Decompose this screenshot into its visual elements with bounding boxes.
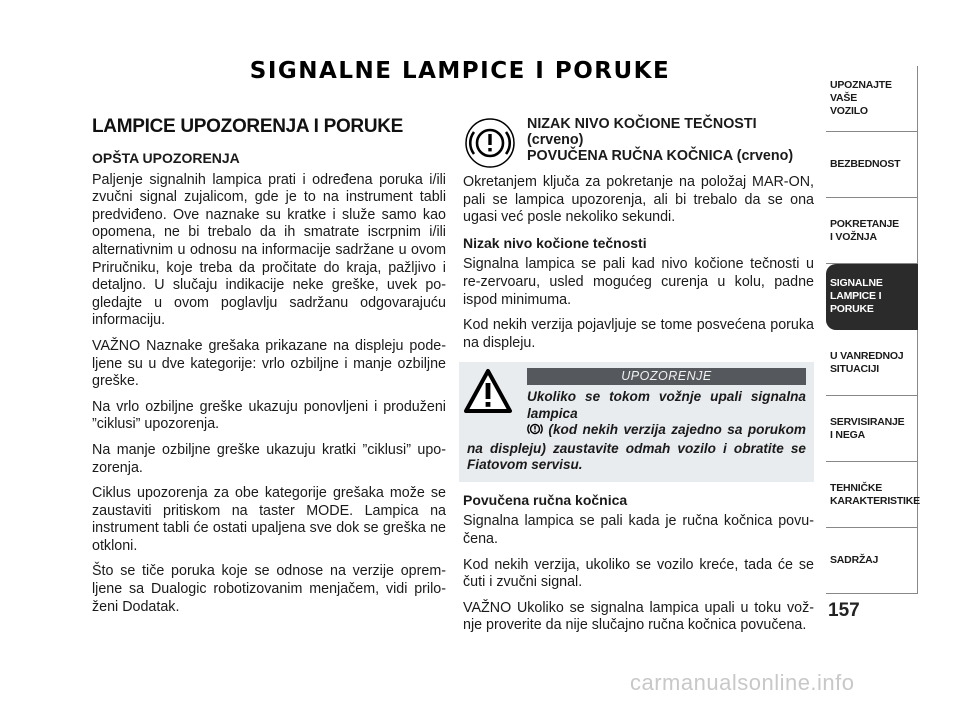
paragraph: Signalna lampica se pali kada je ručna kočnica povu-čena. (463, 513, 814, 548)
tab-label: SERVISIRANJE I NEGA (830, 415, 905, 441)
tab-warning-lights[interactable] (826, 264, 918, 330)
paragraph: VAŽNO Ukoliko se signalna lampica upali u toku vož-nje proverite da nije slučajno ručna kočnica povučena. (463, 599, 814, 634)
tab-starting-driving[interactable] (826, 198, 918, 264)
tab-contents[interactable] (826, 528, 918, 594)
paragraph: Na vrlo ozbiljne greške ukazuju ponovljeni i produženi ”ciklusi” upozorenja. (92, 398, 446, 433)
warning-text-rest: (kod nekih verzija zajedno sa porukom na displeju) zaustavite odmah vozilo i obratite se Fiatovom servisu. (467, 422, 806, 473)
subheading-handbrake: Povučena ručna kočnica (463, 491, 628, 508)
tab-emergency[interactable] (826, 330, 918, 396)
tab-label: SADRŽAJ (830, 554, 879, 566)
tab-get-to-know-vehicle[interactable] (826, 66, 918, 132)
lamp-heading-handbrake: POVUČENA RUČNA KOČNICA (crveno) (527, 148, 794, 164)
brake-warning-icon (463, 116, 517, 170)
tab-label: U VANREDNOJ SITUACIJI (830, 349, 904, 375)
paragraph: Kod nekih verzija pojavljuje se tome posvećena poruka na displeju. (463, 317, 814, 351)
tab-label: UPOZNAJTE VAŠE VOZILO (830, 79, 892, 117)
paragraph: Što se tiče poruka koje se odnose na verzije oprem-ljene sa Dualogic robotizovanim menjačem, vidi prilo-ženi Dodatak. (92, 563, 446, 615)
tab-maintenance[interactable] (826, 396, 918, 462)
subheading-general-warnings: OPŠTA UPOZORENJA (92, 150, 240, 166)
tab-label: POKRETANJE I VOŽNJA (830, 217, 899, 243)
tab-safety[interactable] (826, 132, 918, 198)
tab-label: TEHNIČKE KARAKTERISTIKE (830, 481, 920, 507)
page-number: 157 (828, 600, 860, 621)
tab-label: SIGNALNE LAMPICE I PORUKE (830, 277, 883, 315)
brake-warning-icon (527, 422, 543, 441)
intro-paragraph: Okretanjem ključa za pokretanje na položaj MAR-ON, pali se lampica upozorenja, ali bi trebalo da se ona ugasi već posle nekoliko sekundi. (463, 174, 814, 226)
subheading-brake-fluid: Nizak nivo kočione tečnosti (463, 234, 647, 251)
warning-box (459, 362, 814, 482)
page-title: SIGNALNE LAMPICE I PORUKE (249, 58, 671, 84)
paragraph: Signalna lampica se pali kad nivo kočione tečnosti u re-zervoaru, usled mogućeg curenja u kolu, padne ispod minimuma. (463, 256, 814, 308)
watermark: carmanualsonline.info (630, 670, 855, 695)
warning-text-first: Ukoliko se tokom vožnje upali signalna lampica (527, 389, 806, 421)
tab-label: BEZBEDNOST (830, 158, 901, 170)
paragraph: Na manje ozbiljne greške ukazuju kratki ”ciklusi” upo-zorenja. (92, 441, 446, 476)
lamp-heading-brake-fluid: NIZAK NIVO KOČIONE TEČNOSTI (crveno) (527, 116, 757, 148)
chapter-tabs (826, 66, 918, 594)
paragraph: VAŽNO Naznake grešaka prikazane na displeju pode-ljene su u dve kategorije: vrlo ozbiljne i manje ozbiljne greške. (92, 337, 446, 390)
paragraph: Ciklus upozorenja za obe kategorije grešaka može se zaustaviti pritiskom na taster MODE. Lampica na instrument tabli će ostati upaljena sve dok se greška ne otkloni. (92, 485, 446, 554)
right-column (463, 116, 814, 643)
section-heading: LAMPICE UPOZORENJA I PORUKE (92, 116, 404, 137)
warning-triangle-icon (463, 368, 519, 418)
paragraph: Kod nekih verzija, ukoliko se vozilo kreće, tada će se čuti i zvučni signal. (463, 556, 814, 591)
paragraph: Paljenje signalnih lampica prati i određena poruka i/ili zvučni signal zujalicom, gde je to na instrument tabli predviđeno. Ove naznake su kratke i služe samo kao opomena, ne bi trebalo da ih smatrate iscrpnim i/ili alternativnim u odnosu na informacije sadržane u ovom Priručniku, koje treba da pročitate do kraja, pažljivo i detaljno. U slučaju indikacije neke greške, uvek po-gledajte u ovom poglavlju sadržanu odgovarajuću informaciju. (92, 171, 446, 329)
warning-label: UPOZORENJE (527, 368, 806, 385)
tab-technical-specs[interactable] (826, 462, 918, 528)
left-column (92, 116, 446, 624)
